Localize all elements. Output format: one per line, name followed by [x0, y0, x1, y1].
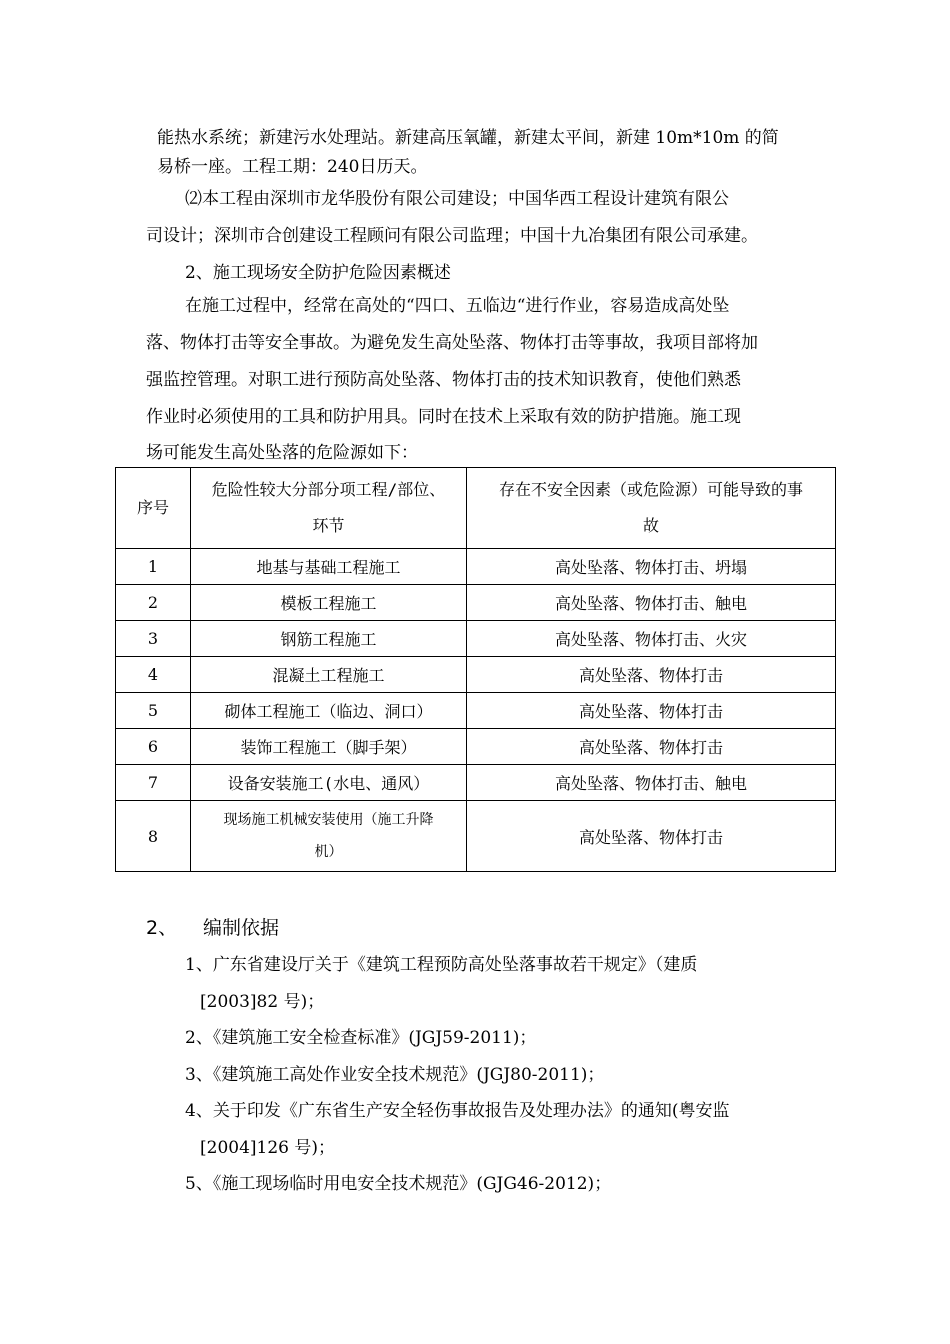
row-number: 1 — [116, 549, 191, 585]
row-work: 砌体工程施工（临边、洞口） — [191, 693, 467, 729]
row-hazard: 高处坠落、物体打击、火灾 — [467, 621, 836, 657]
row-work: 钢筋工程施工 — [191, 621, 467, 657]
table-row — [116, 693, 836, 729]
paragraph-line: 在施工过程中，经常在高处的“四口、五临边“进行作业，容易造成高处坠 — [185, 296, 730, 316]
table-row — [116, 765, 836, 801]
row-hazard: 高处坠落、物体打击 — [467, 657, 836, 693]
row-number: 4 — [116, 657, 191, 693]
header-hazard-line: 故 — [642, 516, 659, 535]
row-hazard: 高处坠落、物体打击 — [467, 693, 836, 729]
row-work: 混凝土工程施工 — [191, 657, 467, 693]
table-row — [116, 585, 836, 621]
row-number: 6 — [116, 729, 191, 765]
row-number: 5 — [116, 693, 191, 729]
table-header-row — [116, 468, 836, 549]
row-number: 3 — [116, 621, 191, 657]
row-number: 7 — [116, 765, 191, 801]
section-heading: 2、施工现场安全防护危险因素概述 — [185, 263, 451, 283]
paragraph-line: 易桥一座。工程工期：240日历天。 — [157, 157, 428, 177]
row-hazard: 高处坠落、物体打击、触电 — [467, 585, 836, 621]
paragraph-line: 落、物体打击等安全事故。为避免发生高处坠落、物体打击等事故，我项目部将加 — [146, 333, 758, 353]
paragraph-line: 作业时必须使用的工具和防护用具。同时在技术上采取有效的防护措施。施工现 — [146, 407, 741, 427]
row-work: 模板工程施工 — [191, 585, 467, 621]
row-work-line: 机） — [314, 844, 343, 860]
paragraph-line: 能热水系统；新建污水处理站。新建高压氧罐，新建太平间，新建 10m*10m 的简 — [157, 128, 779, 148]
paragraph-line: 司设计；深圳市合创建设工程顾问有限公司监理；中国十九冶集团有限公司承建。 — [146, 226, 758, 246]
basis-item: 1、广东省建设厅关于《建筑工程预防高处坠落事故若干规定》（建质 — [185, 955, 698, 975]
row-hazard: 高处坠落、物体打击、坍塌 — [467, 549, 836, 585]
row-number: 2 — [116, 585, 191, 621]
table-row — [116, 621, 836, 657]
basis-item: 4、关于印发《广东省生产安全轻伤事故报告及处理办法》的通知(粤安监 — [185, 1101, 730, 1121]
row-hazard: 高处坠落、物体打击 — [467, 729, 836, 765]
row-work: 装饰工程施工（脚手架） — [191, 729, 467, 765]
table-row — [116, 801, 836, 872]
table-row — [116, 729, 836, 765]
basis-heading-title: 编制依据 — [203, 917, 280, 939]
basis-heading-number: 2、 — [146, 917, 178, 939]
header-work-line: 环节 — [312, 516, 345, 535]
header-work — [191, 468, 467, 549]
row-number: 8 — [116, 801, 191, 872]
hazard-table — [115, 467, 836, 872]
basis-item: 5、《施工现场临时用电安全技术规范》(GJG46-2012)； — [185, 1174, 612, 1194]
row-work — [191, 801, 467, 872]
paragraph-line: ⑵本工程由深圳市龙华股份有限公司建设；中国华西工程设计建筑有限公 — [185, 189, 729, 209]
basis-item: 2、《建筑施工安全检查标准》(JGJ59-2011)； — [185, 1028, 537, 1048]
basis-item: [2004]126 号)； — [200, 1138, 336, 1158]
table-row — [116, 549, 836, 585]
header-hazard — [467, 468, 836, 549]
basis-item: 3、《建筑施工高处作业安全技术规范》(JGJ80-2011)； — [185, 1065, 605, 1085]
header-hazard-line: 存在不安全因素（或危险源）可能导致的事 — [498, 480, 803, 499]
header-work-line: 危险性较大分部分项工程/部位、 — [211, 480, 446, 499]
row-hazard: 高处坠落、物体打击、触电 — [467, 765, 836, 801]
row-work-line: 现场施工机械安装使用（施工升降 — [223, 812, 434, 828]
row-work: 设备安装施工(水电、通风） — [191, 765, 467, 801]
paragraph-line: 强监控管理。对职工进行预防高处坠落、物体打击的技术知识教育，使他们熟悉 — [146, 370, 741, 390]
paragraph-line: 场可能发生高处坠落的危险源如下： — [146, 443, 418, 463]
row-hazard: 高处坠落、物体打击 — [467, 801, 836, 872]
row-work: 地基与基础工程施工 — [191, 549, 467, 585]
table-row — [116, 657, 836, 693]
header-number: 序号 — [116, 468, 191, 549]
basis-item: [2003]82 号)； — [200, 992, 325, 1012]
